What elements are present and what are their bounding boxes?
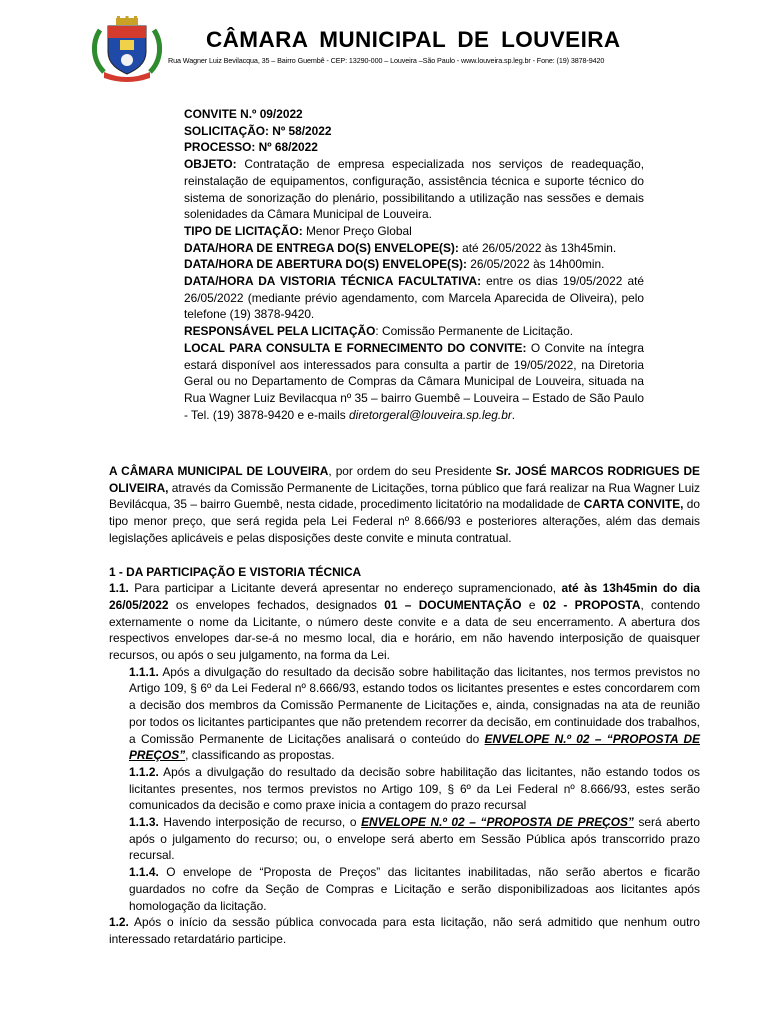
clause-number: 1.1.: [109, 581, 129, 596]
local-paragraph: [184, 340, 644, 424]
clause-1-1-3: [129, 814, 700, 864]
vistoria-label: DATA/HORA DA VISTORIA TÉCNICA FACULTATIVA:: [184, 274, 482, 289]
clause-text: , classificando as propostas.: [185, 748, 335, 763]
clause-text: Para participar a Licitante deverá apresentar no endereço supramencionado,: [128, 581, 562, 596]
abertura-label: DATA/HORA DE ABERTURA DO(S) ENVELOPE(S):: [184, 257, 467, 272]
processo-number: PROCESSO: Nº 68/2022: [184, 140, 318, 155]
clause-1-1-2: [129, 764, 700, 814]
abertura-paragraph: [184, 256, 644, 273]
clause-text: O envelope de “Proposta de Preços” das licitantes inabilitadas, não serão abertos e ficarão guardados no cofre da Seção de Compras e Licitação e serão disponibilizadoas aos licitantes após homologação da licitação.: [129, 865, 700, 913]
intro-bold-3: CARTA CONVITE,: [583, 497, 684, 512]
clause-1-1: [109, 580, 700, 664]
header-address: Rua Wagner Luiz Bevilacqua, 35 – Bairro Guembê - CEP: 13290-000 – Louveira –São Paulo - www.louveira.sp.leg.br - Fone: (19) 3878-9420: [168, 56, 605, 65]
clause-number: 1.1.3.: [129, 815, 159, 830]
intro-bold-1: A CÂMARA MUNICIPAL DE LOUVEIRA: [109, 464, 329, 478]
coat-of-arms-icon: [90, 16, 164, 82]
clause-text: , contendo externamente o nome da Licitante, o número deste convite e a data de seu encerramento. A abertura dos respectivos envelopes dar-se-á no mesmo local, dia e horário, em não havendo interposição de quaisquer recursos, ou após o seu julgamento, na forma da Lei.: [109, 597, 700, 663]
clause-text: Após a divulgação do resultado da decisão sobre habilitação das licitantes, não estando todos os licitantes presentes, nos termos previstos no Artigo 109, § 6º da Lei Federal nº 8.666/93, estes serão comunicados da decisão e como praxe inicia a contagem do prazo recursal: [129, 764, 700, 813]
clause-number: 1.1.2.: [129, 764, 159, 779]
vistoria-text: entre os dias 19/05/2022 até 26/05/2022 (mediante prévio agendamento, com Marcela Aparecida de Oliveira), pelo telefone (19) 3878-9420.: [184, 274, 644, 322]
clause-number: 1.1.4.: [129, 865, 159, 880]
clause-text: Havendo interposição de recurso, o: [158, 815, 362, 830]
entrega-text: até 26/05/2022 às 13h45min.: [458, 240, 617, 255]
page-title: CÂMARA MUNICIPAL DE LOUVEIRA: [206, 27, 621, 52]
intro-bold-2: Sr. JOSÉ MARCOS RODRIGUES DE OLIVEIRA,: [109, 464, 700, 495]
entrega-paragraph: [184, 240, 644, 257]
intro-text-1: , por ordem do seu Presidente: [328, 464, 496, 478]
responsavel-text: : Comissão Permanente de Licitação.: [375, 324, 573, 339]
clause-text: os envelopes fechados, designados: [168, 597, 385, 612]
clause-number: 1.2.: [109, 915, 129, 930]
clause-text: Após a divulgação do resultado da decisão sobre habilitação das licitantes, nos termos previstos no Artigo 109, § 6º da Lei Federal nº 8.666/93, estando todos os licitantes presentes e estes concordarem com a decisão dos membros da Comissão Permanente de Licitações e, ainda, consignadas na ata de reunião por todos os licitantes participantes que não pretendem recorrer da decisão, em continuidade dos trabalhos, a Comissão Permanente de Licitações analisará o conteúdo do: [129, 664, 700, 746]
responsavel-paragraph: [184, 323, 644, 340]
clause-bold: até às 13h45min do dia 26/05/2022: [109, 581, 701, 612]
clause-bold: 01 – DOCUMENTAÇÃO: [384, 597, 522, 612]
envelope-reference: ENVELOPE N.º 02 – “PROPOSTA DE PREÇOS”: [361, 815, 634, 830]
intro-paragraph: [109, 463, 700, 547]
objeto-text: Contratação de empresa especializada nos serviços de readequação, reinstalação de equipamentos, configuração, assistência técnica e suporte técnico do sistema de sonorização do plenário, possibilitando a utilização nas sessões e demais solenidades da Câmara Municipal de Louveira.: [184, 157, 644, 222]
intro-text-2: através da Comissão Permanente de Licitações, torna público que fará realizar na Rua Wagner Luiz Bevilácqua, 35 – bairro Guembê, nesta cidade, procedimento licitatório na modalidade de: [109, 480, 700, 512]
tipo-text: Menor Preço Global: [302, 223, 412, 238]
clause-text: e: [521, 597, 543, 612]
clause-text: será aberto após o julgamento do recurso; ou, o envelope será aberto em Sessão Pública após transcorrido prazo recursal.: [129, 815, 700, 863]
responsavel-label: RESPONSÁVEL PELA LICITAÇÃO: [184, 324, 376, 339]
local-label: LOCAL PARA CONSULTA E FORNECIMENTO DO CONVITE:: [184, 340, 527, 355]
tipo-paragraph: [184, 223, 644, 240]
section-heading: 1 - DA PARTICIPAÇÃO E VISTORIA TÉCNICA: [109, 564, 362, 579]
local-text: O Convite na íntegra estará disponível aos interessados para consulta a partir de 19/05/2022, na Diretoria Geral ou no Departamento de Compras da Câmara Municipal de Louveira, situada na Rua Wagner Luiz Bevilacqua nº 35 – bairro Guembê – Louveira – Estado de São Paulo - Tel. (19) 3878-9420 e e-mails: [184, 340, 645, 422]
abertura-text: 26/05/2022 às 14h00min.: [466, 257, 605, 272]
intro-text-3: do tipo menor preço, que será regida pela Lei Federal nº 8.666/93 e posteriores alterações, além das demais legislações aplicáveis e pelas disposições deste convite e minuta contratual.: [109, 497, 701, 545]
solicitacao-number: SOLICITAÇÃO: Nº 58/2022: [184, 123, 332, 138]
clause-1-2: [109, 914, 700, 947]
local-end: .: [511, 407, 516, 422]
envelope-reference: ENVELOPE N.º 02 – “PROPOSTA DE PREÇOS”: [129, 731, 700, 763]
document-body: [109, 463, 700, 948]
clause-1-1-1: [129, 664, 700, 764]
clause-1-1-4: [129, 864, 700, 914]
convite-summary: [184, 106, 644, 423]
objeto-paragraph: [184, 156, 644, 223]
vistoria-paragraph: [184, 273, 644, 323]
clause-bold: 02 - PROPOSTA: [542, 597, 641, 612]
objeto-label: OBJETO:: [184, 157, 237, 172]
tipo-label: TIPO DE LICITAÇÃO:: [184, 223, 303, 238]
convite-number: CONVITE N.º 09/2022: [184, 107, 303, 121]
email-link[interactable]: diretorgeral@louveira.sp.leg.br: [349, 407, 512, 422]
clause-number: 1.1.1.: [129, 664, 159, 679]
clause-text: Após o início da sessão pública convocada para esta licitação, não será admitido que nenhum outro interessado retardatário participe.: [109, 915, 700, 946]
entrega-label: DATA/HORA DE ENTREGA DO(S) ENVELOPE(S):: [184, 240, 459, 255]
